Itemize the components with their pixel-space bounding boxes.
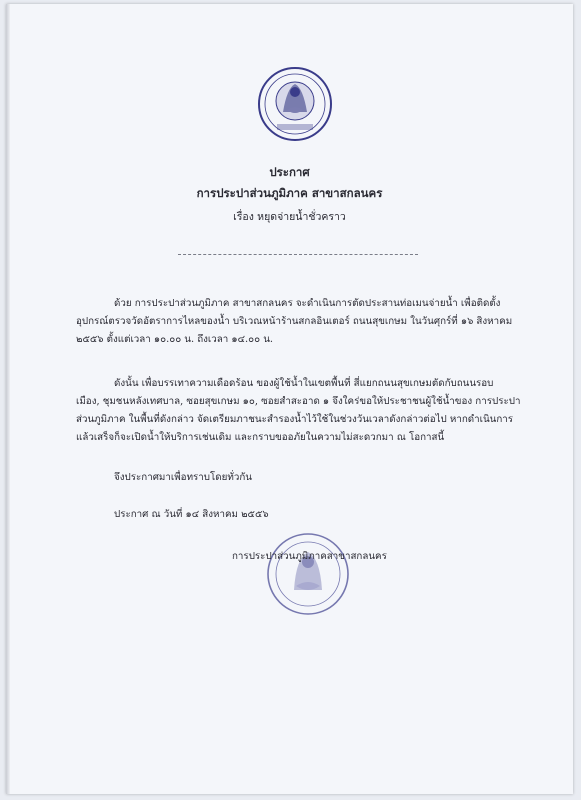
paragraph1-line3: ๒๕๕๖ ตั้งแต่เวลา ๑๐.๐๐ น. ถึงเวลา ๑๔.๐๐ น. — [76, 334, 274, 345]
divider-dashed — [178, 254, 418, 255]
pwa-emblem-icon — [257, 66, 333, 142]
paragraph2-line4: แล้วเสร็จก็จะเปิดน้ำให้บริการเช่นเดิม และกราบขออภัยในความไม่สะดวกมา ณ โอกาสนี้ — [76, 432, 445, 443]
paragraph2-line2: เมือง, ชุมชนหลังเทศบาล, ซอยสุขเกษม ๑๐, ซอยสำสะอาด ๑ จึงใคร่ขอให้ประชาชนผู้ใช้น้ำของ การประปา — [76, 396, 521, 407]
paragraph1-line1: ด้วย การประปาส่วนภูมิภาค สาขาสกลนคร จะดำเนินการตัดประสานท่อเมนจ่ายน้ำ เพื่อติดตั้ง — [114, 298, 501, 309]
organization-name: การประปาส่วนภูมิภาค สาขาสกลนคร — [196, 186, 383, 200]
announcement-title: ประกาศ — [269, 165, 310, 179]
signer-name: การประปาส่วนภูมิภาคสาขาสกลนคร — [232, 551, 387, 562]
paragraph2-line3: ส่วนภูมิภาค ในพื้นที่ดังกล่าว จัดเตรียมภาชนะสำรองน้ำไว้ใช้ในช่วงวันเวลาดังกล่าวต่อไป หากดำเนินการ — [76, 414, 514, 425]
announce-line: จึงประกาศมาเพื่อทราบโดยทั่วกัน — [114, 472, 252, 483]
paragraph1-line2: อุปกรณ์ตรวจวัดอัตราการไหลของน้ำ บริเวณหน้าร้านสกลอินเตอร์ ถนนสุขเกษม ในวันศุกร์ที่ ๑๖ สิงหาคม — [76, 316, 513, 327]
document-page — [6, 4, 573, 794]
date-line: ประกาศ ณ วันที่ ๑๔ สิงหาคม ๒๕๕๖ — [114, 509, 269, 520]
paragraph2-line1: ดังนั้น เพื่อบรรเทาความเดือดร้อน ของผู้ใช้น้ำในเขตพื้นที่ สี่แยกถนนสุขเกษมตัดกับถนนรอบ — [114, 378, 494, 389]
official-stamp-icon — [266, 532, 350, 616]
subject-line: เรื่อง หยุดจ่ายน้ำชั่วคราว — [233, 211, 346, 223]
page-left-edge — [6, 4, 10, 794]
